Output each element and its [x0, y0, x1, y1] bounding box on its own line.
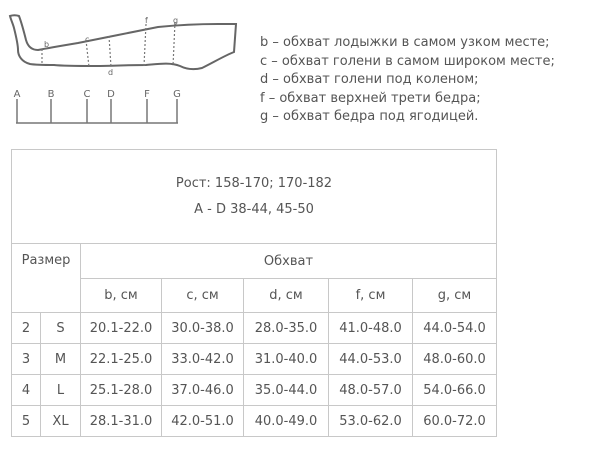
row-number: 4 — [12, 375, 41, 406]
cell-d: 31.0-40.0 — [244, 344, 329, 375]
table-row — [12, 406, 497, 437]
column-header-c: c, см — [162, 279, 244, 313]
scale-label-b: B — [47, 89, 55, 100]
row-size: L — [41, 375, 81, 406]
row-number: 3 — [12, 344, 41, 375]
row-size: M — [41, 344, 81, 375]
scale-label-f: F — [144, 89, 150, 100]
scale-label-c: C — [83, 89, 91, 100]
cell-d: 28.0-35.0 — [244, 313, 329, 344]
ad-length-text: A - D 38-44, 45-50 — [194, 201, 314, 217]
row-number: 5 — [12, 406, 41, 437]
girth-column-header: Обхват — [81, 244, 497, 279]
cell-b: 28.1-31.0 — [81, 406, 162, 437]
row-size: S — [41, 313, 81, 344]
cell-d: 35.0-44.0 — [244, 375, 329, 406]
cell-c: 37.0-46.0 — [162, 375, 244, 406]
cell-b: 20.1-22.0 — [81, 313, 162, 344]
legend-item-f: f – обхват верхней трети бедра; — [260, 90, 481, 106]
scale-label-a: A — [13, 89, 21, 100]
cell-f: 41.0-48.0 — [329, 313, 413, 344]
column-header-d: d, см — [244, 279, 329, 313]
column-header-b: b, см — [81, 279, 162, 313]
legend-item-c: c – обхват голени в самом широком месте; — [260, 53, 555, 69]
table-header-cell — [12, 150, 497, 244]
table-columns-row — [12, 279, 497, 313]
legend-item-b: b – обхват лодыжки в самом узком месте; — [260, 35, 550, 50]
leg-label-f: f — [145, 16, 148, 25]
table-row — [12, 313, 497, 344]
leg-diagram — [8, 14, 248, 130]
size-table — [11, 149, 497, 437]
legend-item-g: g – обхват бедра под ягодицей. — [260, 109, 479, 124]
scale-label-g: G — [173, 89, 181, 100]
leg-label-c: c — [85, 35, 90, 44]
cell-f: 44.0-53.0 — [329, 344, 413, 375]
cell-c: 30.0-38.0 — [162, 313, 244, 344]
cell-c: 42.0-51.0 — [162, 406, 244, 437]
cell-b: 22.1-25.0 — [81, 344, 162, 375]
column-header-f: f, см — [329, 279, 413, 313]
leg-label-b: b — [44, 40, 50, 49]
table-header-row — [12, 150, 497, 244]
cell-f: 48.0-57.0 — [329, 375, 413, 406]
scale-label-d: D — [107, 89, 115, 100]
cell-d: 40.0-49.0 — [244, 406, 329, 437]
size-column-header: Размер — [12, 244, 81, 313]
leg-label-g: g — [173, 16, 179, 25]
row-number: 2 — [12, 313, 41, 344]
column-header-g: g, см — [413, 279, 497, 313]
cell-g: 44.0-54.0 — [413, 313, 497, 344]
table-row — [12, 375, 497, 406]
row-size: XL — [41, 406, 81, 437]
cell-g: 54.0-66.0 — [413, 375, 497, 406]
cell-g: 48.0-60.0 — [413, 344, 497, 375]
measurement-legend — [260, 34, 555, 127]
cell-g: 60.0-72.0 — [413, 406, 497, 437]
table-label-row — [12, 244, 497, 279]
cell-c: 33.0-42.0 — [162, 344, 244, 375]
cell-b: 25.1-28.0 — [81, 375, 162, 406]
legend-item-d: d – обхват голени под коленом; — [260, 72, 479, 87]
leg-label-d: d — [108, 68, 114, 77]
table-row — [12, 344, 497, 375]
cell-f: 53.0-62.0 — [329, 406, 413, 437]
height-range-text: Рост: 158-170; 170-182 — [175, 175, 333, 191]
